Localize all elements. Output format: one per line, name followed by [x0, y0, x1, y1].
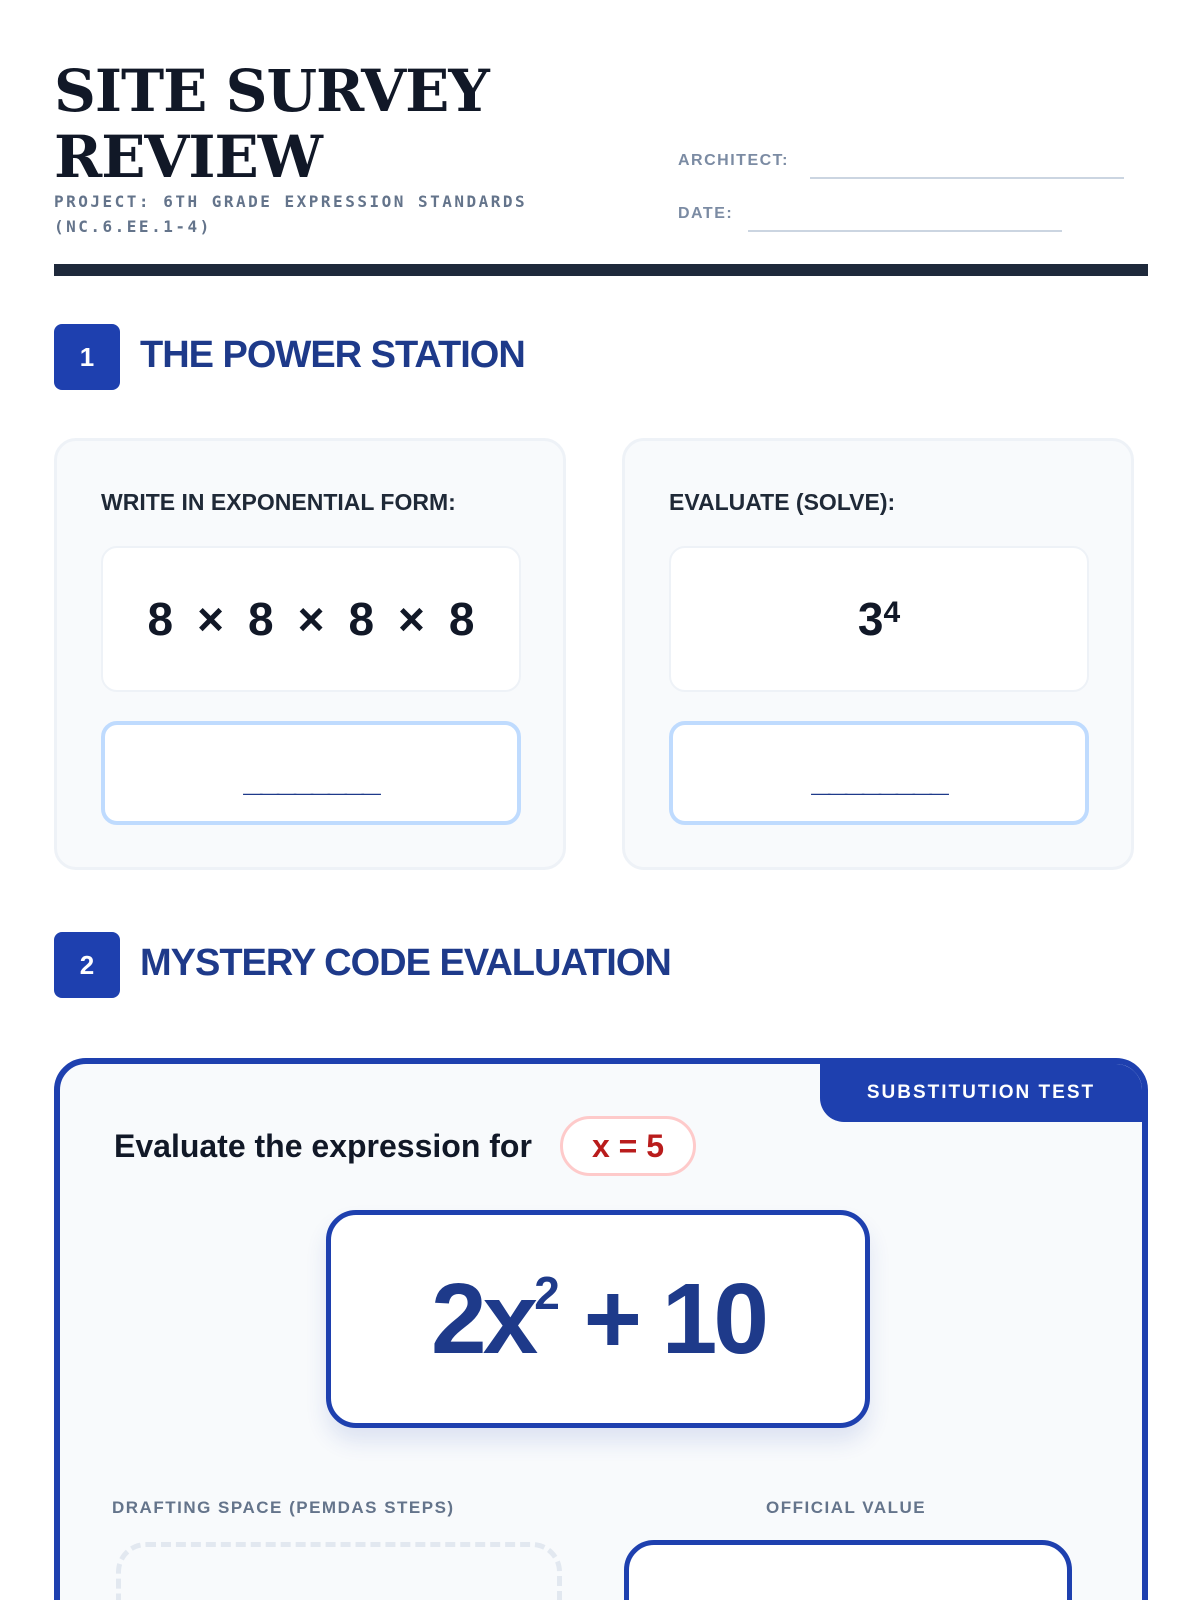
expression-term: 8: [348, 593, 375, 645]
evaluate-prompt: Evaluate the expression for: [114, 1128, 532, 1164]
official-value-field[interactable]: [624, 1540, 1072, 1600]
section-number-badge: 2: [54, 932, 120, 998]
section-title: THE POWER STATION: [140, 334, 525, 376]
card-label: EVALUATE (SOLVE):: [669, 489, 896, 515]
times-sign: ×: [398, 593, 425, 645]
project-subtitle: PROJECT: 6TH GRADE EXPRESSION STANDARDS (NC.6.EE.1-4): [54, 192, 528, 236]
times-sign: ×: [197, 593, 224, 645]
expression-coefficient-variable: 2x: [430, 1262, 535, 1375]
answer-blank: ________: [243, 760, 379, 799]
variable-value-pill: x = 5: [560, 1116, 696, 1176]
date-field[interactable]: [748, 230, 1062, 232]
drafting-space-label: DRAFTING SPACE (PEMDAS STEPS): [112, 1498, 455, 1517]
answer-field[interactable]: [101, 721, 521, 825]
page-title: SITE SURVEY REVIEW: [54, 57, 489, 191]
power-base: 3: [857, 593, 884, 645]
date-label: DATE:: [678, 205, 734, 222]
algebraic-expression: [326, 1210, 870, 1428]
official-value-label: OFFICIAL VALUE: [766, 1498, 927, 1517]
architect-field[interactable]: [810, 177, 1124, 179]
power-exponent: 4: [883, 596, 901, 629]
mystery-code-panel: [54, 1058, 1148, 1600]
repeated-multiplication-expression: [101, 546, 521, 692]
expression-exponent: 2: [534, 1267, 560, 1319]
section-title: MYSTERY CODE EVALUATION: [140, 942, 671, 984]
power-expression: [669, 546, 1089, 692]
exponential-form-card: [54, 438, 566, 870]
answer-blank: ________: [811, 760, 947, 799]
header-divider: [54, 264, 1148, 276]
expression-constant-term: + 10: [559, 1262, 766, 1375]
drafting-space-area[interactable]: [116, 1542, 562, 1600]
section-number-badge: 1: [54, 324, 120, 390]
evaluate-card: [622, 438, 1134, 870]
card-label: WRITE IN EXPONENTIAL FORM:: [101, 489, 456, 515]
times-sign: ×: [297, 593, 325, 645]
answer-field[interactable]: [669, 721, 1089, 825]
expression-term: 8: [448, 593, 475, 645]
architect-label: ARCHITECT:: [678, 152, 789, 169]
expression-term: 8: [247, 593, 274, 645]
substitution-test-tag: SUBSTITUTION TEST: [820, 1064, 1142, 1122]
expression-term: 8: [147, 593, 174, 645]
